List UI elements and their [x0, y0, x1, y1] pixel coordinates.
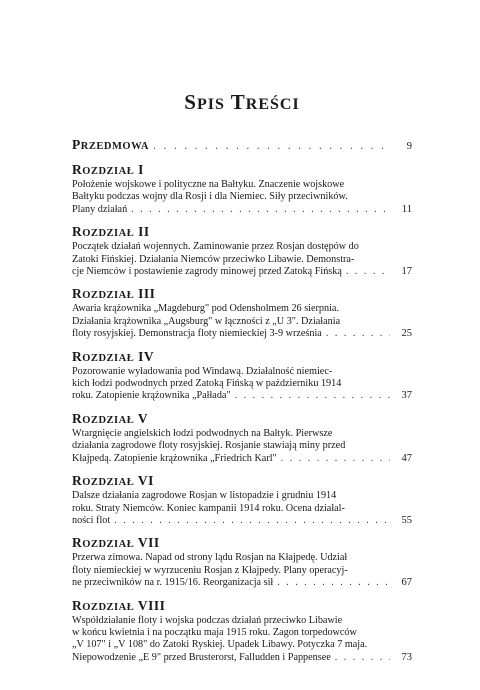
toc-heading-row: [72, 138, 412, 154]
page-title: SPIS TREŚCI: [184, 90, 300, 114]
chapter-description: [72, 490, 412, 527]
description-line: Działania krążownika „Augsburg" w łączności z „U 3". Działania: [72, 315, 341, 327]
toc-heading-row: [72, 474, 412, 490]
description-last-row: [72, 577, 412, 589]
description-line: ności flot: [72, 514, 111, 526]
toc-heading-row: [72, 536, 412, 552]
description-line: Dalsze działania zagrodowe Rosjan w listopadzie i grudniu 1914: [72, 490, 337, 502]
chapter-heading: ROZDZIAŁ VII: [72, 535, 160, 551]
description-line: Bałtyku podczas wojny dla Rosji i dla Niemiec. Siły przeciwników.: [72, 191, 348, 203]
chapter-heading: ROZDZIAŁ III: [72, 286, 156, 302]
dot-leader: [114, 515, 390, 527]
description-line: Plany działań: [72, 203, 128, 215]
page-number: 67: [401, 577, 412, 589]
chapter-description: [72, 428, 412, 465]
toc-list: [72, 138, 412, 664]
description-line: Położenie wojskowe i polityczne na Bałtyku. Znaczenie wojskowe: [72, 179, 345, 190]
toc-entry: [72, 225, 412, 278]
toc-heading-row: [72, 350, 412, 366]
toc-entry: [72, 287, 412, 340]
description-line: Wtargnięcie angielskich łodzi podwodnych na Bałtyk. Pierwsze: [72, 427, 333, 439]
toc-heading-row: [72, 412, 412, 428]
description-line: „V 107" i „V 108" do Zatoki Ryskiej. Upadek Libawy. Potyczka 7 maja.: [72, 639, 368, 651]
dot-leader: [335, 652, 390, 664]
description-line: Pozorowanie wyładowania pod Windawą. Działalność niemiec-: [72, 365, 333, 377]
description-line: Niepowodzenie „E 9" przed Brusterorst, Falludden i Pappensee: [72, 651, 331, 663]
description-line: floty rosyjskiej. Demonstracja floty niemieckiej 3-9 września: [72, 328, 322, 340]
toc-entry: [72, 599, 412, 665]
dot-leader: [153, 141, 390, 152]
description-line: w końcu kwietnia i na początku maja 1915 roku. Zagon torpedowców: [72, 626, 357, 638]
dot-leader: [131, 204, 390, 216]
description-line: floty niemieckiej w wyrzuceniu Rosjan z Kłajpedy. Plany operacyj-: [72, 564, 348, 576]
chapter-heading: ROZDZIAŁ VI: [72, 473, 154, 489]
chapter-description: [72, 366, 412, 403]
chapter-description: [72, 615, 412, 665]
page-number: 47: [401, 452, 412, 464]
description-line: kich łodzi podwodnych przed Zatoką Fińską w październiku 1914: [72, 378, 342, 390]
description-last-row: [72, 204, 412, 216]
table-of-contents-page: [72, 90, 412, 673]
toc-entry: [72, 536, 412, 589]
chapter-heading: ROZDZIAŁ V: [72, 410, 149, 426]
description-last-row: [72, 390, 412, 402]
dot-leader: [277, 577, 390, 589]
dot-leader: [326, 328, 390, 340]
chapter-heading: ROZDZIAŁ II: [72, 224, 150, 240]
chapter-heading: PRZEDMOWA: [72, 137, 149, 152]
page-number: 25: [401, 328, 412, 340]
toc-entry: [72, 474, 412, 527]
page-number: 73: [401, 651, 412, 663]
description-line: ne przeciwników na r. 1915/16. Reorganizacja sił: [72, 577, 274, 589]
page-number: 37: [401, 390, 412, 402]
chapter-description: [72, 303, 412, 340]
toc-entry: [72, 163, 412, 216]
description-line: Kłajpedą. Zatopienie krążownika „Friedrich Karl": [72, 452, 277, 464]
toc-heading-row: [72, 225, 412, 241]
description-line: Zatoki Fińskiej. Działania Niemców przeciwko Libawie. Demonstra-: [72, 253, 355, 265]
toc-heading-row: [72, 287, 412, 303]
chapter-description: [72, 552, 412, 589]
description-line: Współdziałanie floty i wojska podczas działań przeciwko Libawie: [72, 614, 343, 626]
toc-entry: [72, 138, 412, 154]
description-last-row: [72, 652, 412, 664]
toc-entry: [72, 412, 412, 465]
dot-leader: [235, 390, 390, 402]
chapter-description: [72, 241, 412, 278]
description-line: działania zagrodowe floty rosyjskiej. Rosjanie stawiają miny przed: [72, 440, 346, 452]
page-number: 9: [406, 141, 412, 152]
chapter-description: [72, 179, 412, 216]
description-line: Początek działań wojennych. Zaminowanie przez Rosjan dostępów do: [72, 241, 359, 253]
toc-heading-row: [72, 163, 412, 179]
chapter-heading: ROZDZIAŁ IV: [72, 348, 155, 364]
description-line: Przerwa zimowa. Napad od strony lądu Rosjan na Kłajpedę. Udział: [72, 552, 348, 564]
description-last-row: [72, 453, 412, 465]
description-line: roku. Straty Niemców. Koniec kampanii 1914 roku. Ocena działal-: [72, 502, 345, 514]
description-line: Awaria krążownika „Magdeburg" pod Odensholmem 26 sierpnia.: [72, 303, 339, 315]
dot-leader: [281, 453, 390, 465]
description-line: cje Niemców i postawienie zagrody minowej przed Zatoką Fińską: [72, 266, 342, 278]
page-number: 17: [401, 266, 412, 278]
description-last-row: [72, 328, 412, 340]
page-number: 11: [401, 203, 412, 215]
dot-leader: [346, 266, 390, 278]
toc-heading-row: [72, 599, 412, 615]
page-number: 55: [401, 514, 412, 526]
toc-entry: [72, 350, 412, 403]
description-last-row: [72, 515, 412, 527]
chapter-heading: ROZDZIAŁ VIII: [72, 597, 166, 613]
chapter-heading: ROZDZIAŁ I: [72, 162, 144, 177]
description-line: roku. Zatopienie krążownika „Pałłada": [72, 390, 231, 402]
description-last-row: [72, 266, 412, 278]
